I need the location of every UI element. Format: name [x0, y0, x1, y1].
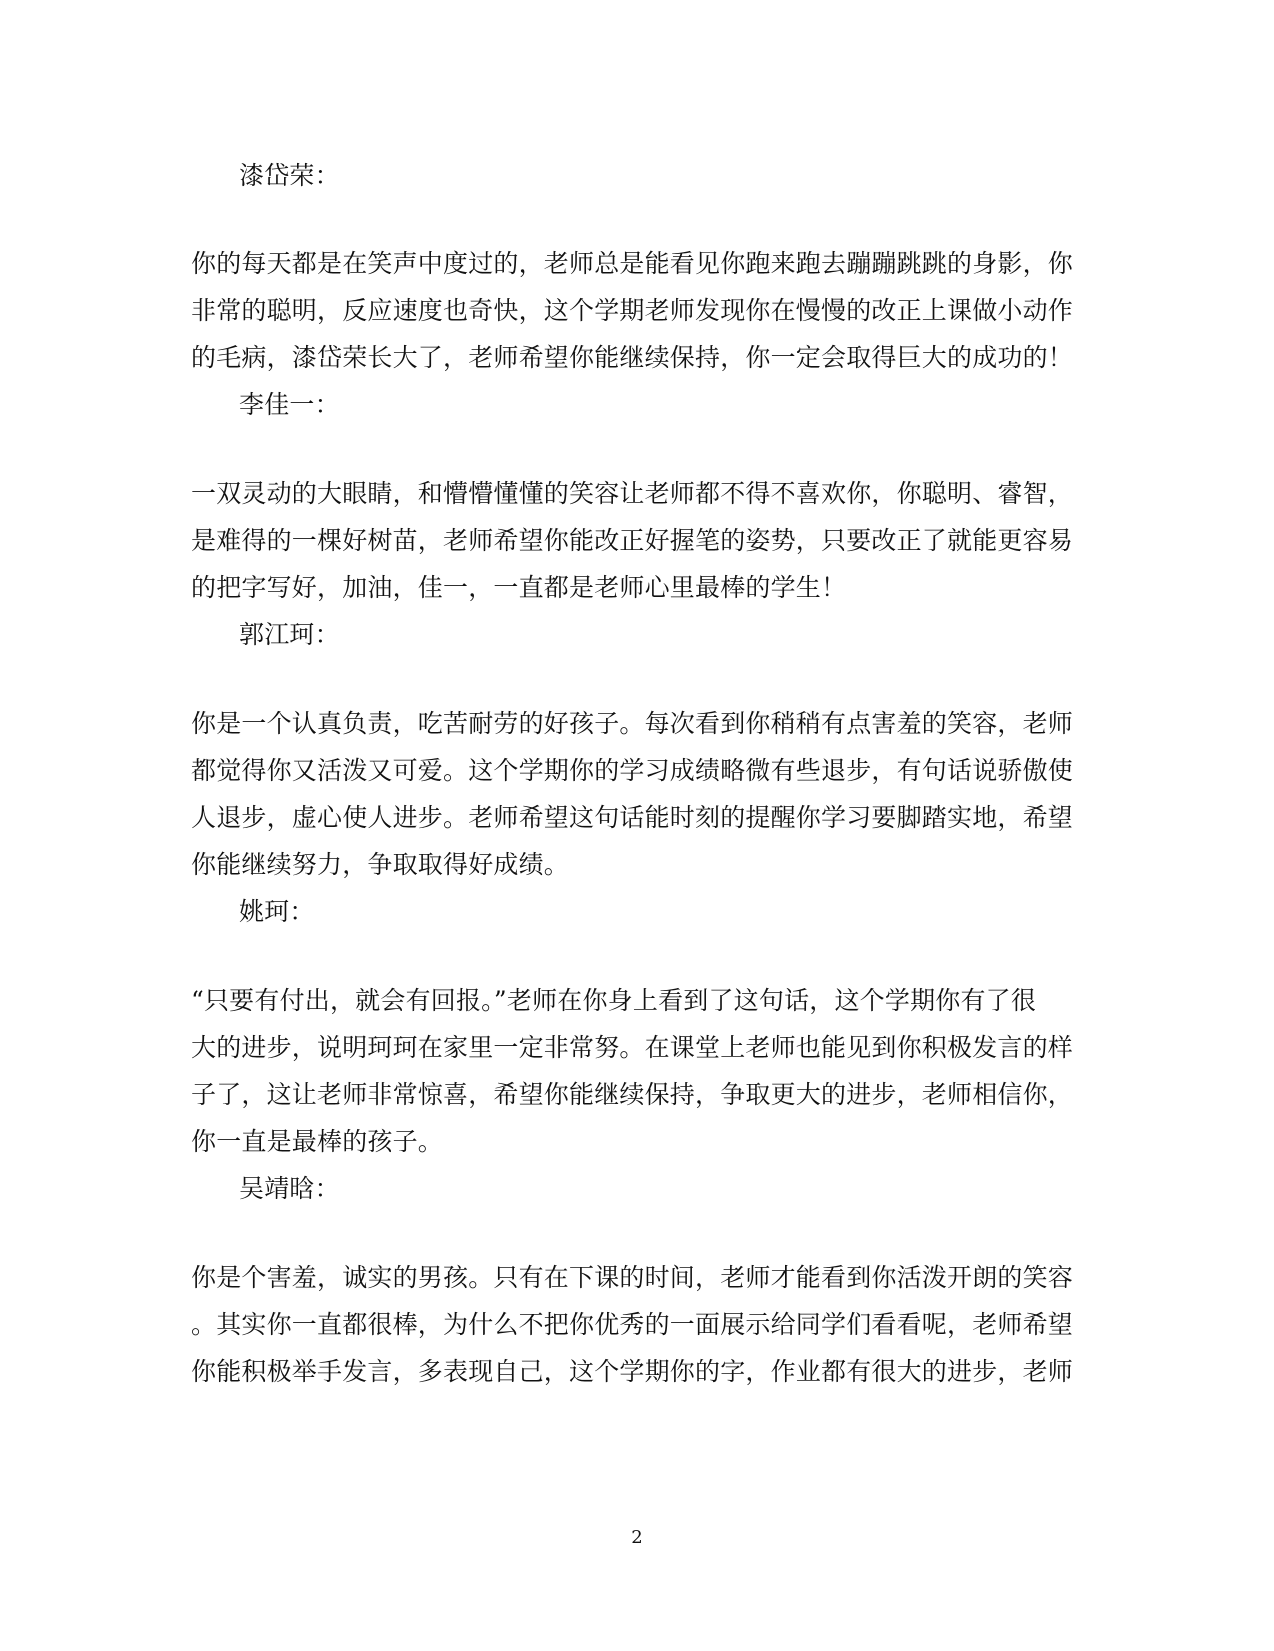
student-name: 吴靖晗：	[239, 1174, 340, 1203]
comment-line: 人退步，虚心使人进步。老师希望这句话能时刻的提醒你学习要脚踏实地，希望	[191, 803, 1074, 832]
comment-line: 你能继续努力，争取取得好成绩。	[191, 850, 570, 879]
comment-line: 的毛病，漆岱荣长大了，老师希望你能继续保持，你一定会取得巨大的成功的！	[191, 343, 1074, 372]
comment-line: 是难得的一棵好树苗，老师希望你能改正好握笔的姿势，只要改正了就能更容易	[191, 526, 1074, 555]
comment-line: 你的每天都是在笑声中度过的，老师总是能看见你跑来跑去蹦蹦跳跳的身影，你	[191, 249, 1074, 278]
comment-line: 你是个害羞，诚实的男孩。只有在下课的时间，老师才能看到你活泼开朗的笑容	[191, 1263, 1074, 1292]
comment-line: “只要有付出，就会有回报。”老师在你身上看到了这句话，这个学期你有了很	[191, 986, 1037, 1015]
comment-line: 你一直是最棒的孩子。	[191, 1127, 444, 1156]
comment-line: 子了，这让老师非常惊喜，希望你能继续保持，争取更大的进步，老师相信你，	[191, 1080, 1074, 1109]
comment-line: 非常的聪明，反应速度也奇快，这个学期老师发现你在慢慢的改正上课做小动作	[191, 296, 1074, 325]
comment-line: 的把字写好，加油，佳一，一直都是老师心里最棒的学生！	[191, 573, 847, 602]
student-name: 姚珂：	[239, 897, 315, 926]
comment-line: 大的进步，说明珂珂在家里一定非常努。在课堂上老师也能见到你积极发言的样	[191, 1033, 1074, 1062]
student-name: 漆岱荣：	[239, 161, 340, 190]
comment-line: 都觉得你又活泼又可爱。这个学期你的学习成绩略微有些退步，有句话说骄傲使	[191, 756, 1074, 785]
comment-line: 你是一个认真负责，吃苦耐劳的好孩子。每次看到你稍稍有点害羞的笑容，老师	[191, 709, 1074, 738]
comment-line: 一双灵动的大眼睛，和懵懵懂懂的笑容让老师都不得不喜欢你，你聪明、睿智，	[191, 479, 1074, 508]
student-name: 李佳一：	[239, 390, 340, 419]
comment-line: 。其实你一直都很棒，为什么不把你优秀的一面展示给同学们看看呢，老师希望	[191, 1310, 1074, 1339]
student-name: 郭江珂：	[239, 620, 340, 649]
comment-line: 你能积极举手发言，多表现自己，这个学期你的字，作业都有很大的进步，老师	[191, 1357, 1074, 1386]
page-number: 2	[631, 1527, 643, 1548]
